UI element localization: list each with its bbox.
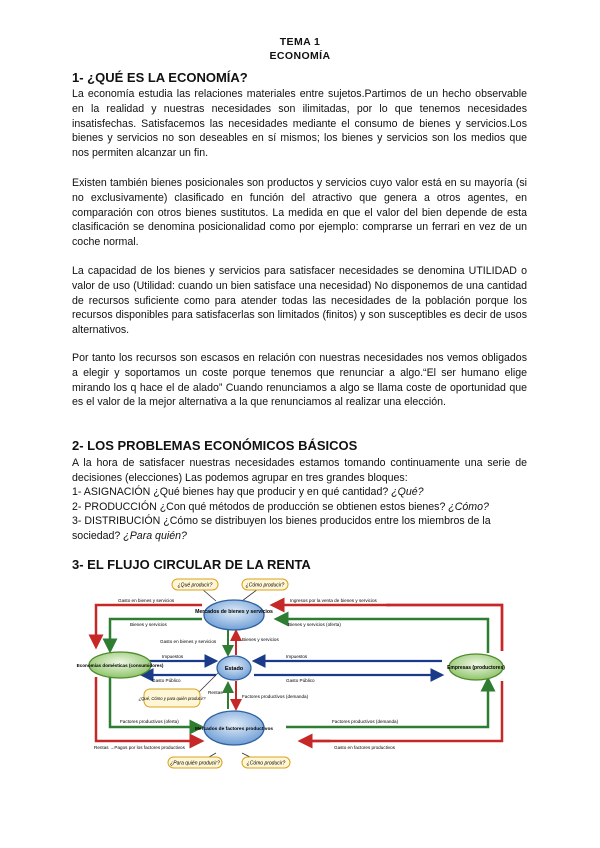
- question-center: ¿Qué, Cómo y para quién producir?: [138, 696, 206, 701]
- label-gasto-publico-left: Gasto Público: [152, 678, 181, 683]
- section2-intro: A la hora de satisfacer nuestras necesidades estamos tomando continuamente una serie de decisiones (elecciones) Las podemos agrupar en tres grandes bloques:: [72, 457, 527, 484]
- section1-paragraph-1: La economía estudia las relaciones materiales entre sujetos.Partimos de un hecho observable en la realidad y nuestras necesidades son ilimitadas, por lo que tenemos necesidades insatisfechas. Satisfacemos las necesidades mediante el consumo de bienes y servicios.Los bienes y servicios no son deseables en sí mismos; los bienes y servicios son los medios que nos permiten alcanzar un fin.: [72, 88, 527, 160]
- flow-ingresos-arrow: [272, 605, 502, 651]
- problem-distribucion-text: 3- DISTRIBUCIÓN ¿Cómo se distribuyen los bienes producidos entre los miembros de la: [72, 515, 491, 527]
- label-bienes-servicios-oferta: Bienes y servicios (oferta): [288, 622, 341, 627]
- label-factores-demanda-right: Factores productivos (demanda): [332, 719, 399, 724]
- pointer-que: [202, 589, 216, 601]
- section1-paragraph-3: La capacidad de los bienes y servicios para satisfacer necesidades se denomina UTILIDAD o valor de uso (Utilidad: cuando un bien satisface una necesidad) No disponemos de una cantidad de recursos suficiente como para atender todas las necesidades de la población porque los recursos disponibles para satisfacerlas son limitados (finitos) y son susceptibles es decir de usos alternativos.: [72, 265, 527, 337]
- question-para-quien: ¿Para quién producir?: [170, 760, 220, 767]
- flow-ingresos-line: [386, 605, 502, 651]
- label-factores-oferta: Factores productivos (oferta): [120, 719, 179, 724]
- problem-distribucion-cont: [72, 529, 527, 544]
- section3-heading: 3- EL FLUJO CIRCULAR DE LA RENTA: [72, 557, 311, 572]
- problem-distribucion-text-2: sociedad?: [72, 530, 121, 542]
- problem-distribucion: [72, 514, 527, 529]
- problem-produccion: [72, 500, 527, 515]
- section1-heading: 1- ¿QUÉ ES LA ECONOMÍA?: [72, 70, 248, 85]
- label-gasto-factores: Gasto en factores productivos: [334, 745, 396, 750]
- section2-heading: 2- LOS PROBLEMAS ECONÓMICOS BÁSICOS: [72, 438, 358, 453]
- flow-gasto-factores-line: [300, 681, 502, 741]
- label-gasto-publico-right: Gasto Público: [286, 678, 315, 683]
- node-estado-label: Estado: [224, 666, 244, 672]
- node-mercado-bienes-label-1: Mercados de bienes y servicios: [195, 609, 273, 615]
- question-como-top: ¿Cómo producir?: [245, 582, 285, 589]
- label-impuestos-left: Impuestos: [162, 654, 184, 659]
- node-mercado-factores-label: Mercados de factores productivos: [194, 727, 274, 732]
- node-mercado-bienes: [204, 600, 264, 630]
- node-economias-label: Economías domésticas (consumidores): [76, 663, 164, 668]
- problem-asignacion: [72, 485, 527, 500]
- label-gasto-bienes: Gasto en bienes y servicios: [118, 598, 175, 603]
- label-rentas: Rentas: [208, 690, 223, 695]
- tema-title: TEMA 1: [279, 36, 321, 48]
- label-gasto-bienes-center: Gasto en bienes y servicios: [160, 639, 217, 644]
- pointer-como-top: [242, 589, 258, 601]
- node-empresas-label: Empresas (productores): [447, 665, 505, 671]
- label-impuestos-right: Impuestos: [286, 654, 308, 659]
- label-bienes-servicios-center: Bienes y servicios: [242, 637, 279, 642]
- section1-paragraph-4: Por tanto los recursos son escasos en relación con nuestras necesidades nos vemos obligados a elegir y soportamos un coste porque tenemos que renunciar a algo.“El ser humano elige mirando los q hace el de alado” Cuando renunciamos a algo se llama coste de oportunidad que es el valor de la mejor alternativa a la que renunciamos al realizar una elección.: [72, 352, 527, 409]
- subject-title: ECONOMÍA: [269, 50, 331, 62]
- question-como-bottom: ¿Cómo producir?: [246, 760, 286, 767]
- question-que: ¿Qué producir?: [177, 582, 213, 589]
- label-rentas-pago: Rentas →Pagos por los factores productivos: [94, 745, 185, 750]
- flow-rentas-line: [96, 677, 202, 741]
- problem-produccion-question: ¿Cómo?: [448, 501, 489, 513]
- circular-flow-diagram: [76, 577, 510, 775]
- label-bienes-servicios-left: Bienes y servicios: [130, 622, 167, 627]
- section1-paragraph-2: Existen también bienes posicionales son productos y servicios cuyo valor está en su mayoría (si no exclusivamente) clasificado en función del atractivo que genera a otros agentes, en comparación con otros bienes sustitutos. La medida en que el valor del bien depende de esta clasificación se denomina posicionalidad como por ejemplo: comprarse un ferrari en vez de un coche normal.: [72, 177, 527, 249]
- problem-produccion-text: 2- PRODUCCIÓN ¿Con qué métodos de producción se obtienen estos bienes?: [72, 501, 446, 513]
- label-factores-demanda-center: Factores productivos (demanda): [242, 694, 309, 699]
- problem-distribucion-question: ¿Para quién?: [123, 530, 187, 542]
- problem-asignacion-question: ¿Qué?: [391, 486, 424, 498]
- label-ingresos-venta: Ingresos por la venta de bienes y servicios: [290, 598, 377, 603]
- problem-asignacion-text: 1- ASIGNACIÓN ¿Qué bienes hay que producir y en qué cantidad?: [72, 486, 389, 498]
